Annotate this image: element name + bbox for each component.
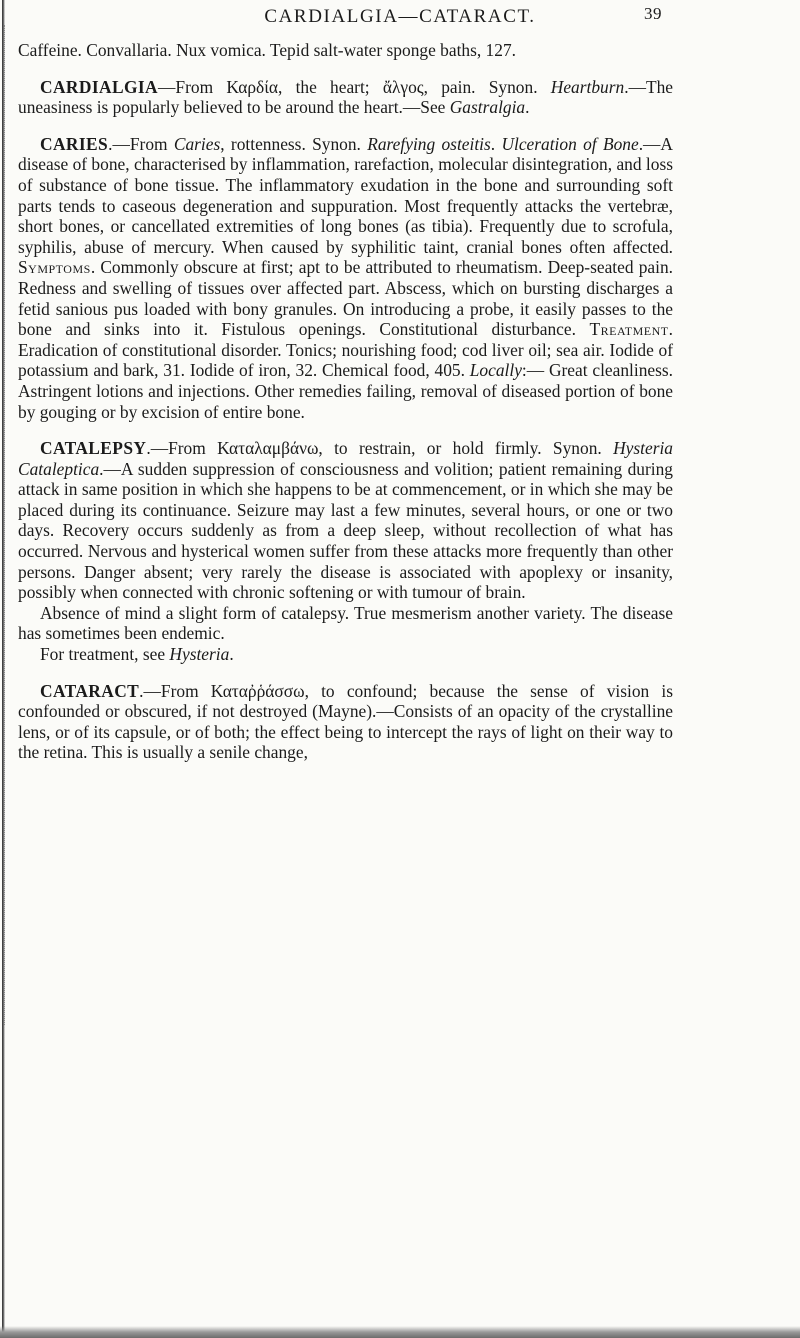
entry-text: For treatment, see bbox=[40, 644, 170, 665]
entry-text: .—The uneasiness is popularly believed to be around the heart.—See bbox=[18, 76, 673, 118]
entry-term: CARDIALGIA bbox=[40, 76, 159, 97]
locally-label: Locally bbox=[469, 360, 522, 381]
section-label-symptoms: Symptoms bbox=[18, 257, 91, 278]
entry-text: .—A disease of bone, characterised by inflammation, rarefaction, molecular disintegration, and loss of substance of bone tissue. The inflammatory exudation in the bone and surrounding soft parts tends to caseous degeneration and suppuration. Most frequently attacks the vertebræ, short bones, or cancellated extremities of long bones (as tibia). Frequently due to scrofula, syphilis, abuse of mercury. When caused by syphilitic taint, cranial bones often affected. bbox=[18, 133, 673, 257]
entry-catalepsy bbox=[18, 438, 673, 603]
entry-synonym: Heartburn bbox=[550, 76, 625, 97]
page-edge-marks bbox=[4, 25, 13, 1025]
entry-text: , rottenness. Synon. bbox=[220, 133, 368, 154]
continued-entry-text: Caffeine. Convallaria. Nux vomica. Tepid salt-water sponge baths, 127. bbox=[18, 40, 516, 60]
entry-cardialgia bbox=[18, 77, 673, 118]
entry-text: .—From Καταῤῥάσσω, to confound; because the sense of vision is confounded or obscured, if not destroyed (Mayne).—Consists of an opacity of the crystalline lens, or of its capsule, or of both; the effect being to intercept the rays of light on their way to the retina. This is usually a senile change, bbox=[18, 680, 673, 763]
entry-synonym: Hysteria Cataleptica bbox=[18, 438, 673, 479]
page-number: 39 bbox=[644, 4, 662, 23]
page-bottom-edge bbox=[0, 1326, 800, 1338]
entry-text: . bbox=[525, 97, 530, 118]
section-label-treatment: Treatment bbox=[589, 319, 669, 340]
entry-text: —From Καρδία, the heart; ἄλγος, pain. Synon. bbox=[158, 76, 551, 97]
entry-latin: Caries bbox=[173, 133, 221, 154]
running-head: CARDIALGIA—CATARACT. bbox=[264, 6, 536, 27]
entry-text: .—A sudden suppression of consciousness and volition; patient remaining during attack in same position in which she happens to be at commencement, or in which she may be placed during its continuance. Seizure may last a few minutes, several hours, or one or two days. Recovery occurs suddenly as from a deep sleep, without recollection of what has occurred. Nervous and hysterical women suffer from these attacks more frequently than other persons. Danger absent; very rarely the disease is associated with apoplexy or insanity, possibly when connected with chronic softening or with tumour of brain. bbox=[18, 458, 673, 603]
cross-reference: Hysteria bbox=[169, 644, 230, 665]
entry-text: . bbox=[229, 644, 234, 665]
catalepsy-paragraph-3 bbox=[18, 644, 673, 665]
entry-synonym: Rarefying osteitis bbox=[367, 133, 491, 154]
page-header bbox=[0, 2, 800, 30]
entry-text: . bbox=[490, 133, 502, 154]
entry-synonym: Ulceration of Bone bbox=[501, 133, 639, 154]
entry-caries bbox=[18, 134, 673, 422]
entry-text: .—From bbox=[108, 133, 174, 154]
symptoms-text: . Commonly obscure at first; apt to be attributed to rheumatism. Deep-seated pain. Redness and swelling of tissues over affected part. Abscess, which on bursting discharges a fetid sanious pus loaded with bony granules. On introducing a probe, it easily passes to the bone and sinks into it. Fistulous openings. Constitutional disturbance. bbox=[18, 257, 673, 340]
cross-reference: Gastralgia bbox=[449, 97, 526, 118]
page-body bbox=[18, 40, 673, 763]
treatment-text: :— Great cleanliness. Astringent lotions and injections. Other remedies failing, removal of diseased portion of bone by gouging or by excision of entire bone. bbox=[18, 360, 674, 422]
entry-term: CATARACT bbox=[40, 680, 140, 701]
entry-text: .—From Καταλαμβάνω, to restrain, or hold firmly. Synon. bbox=[146, 438, 614, 459]
catalepsy-paragraph-2: Absence of mind a slight form of catalepsy. True mesmerism another variety. The disease has sometimes been endemic. bbox=[18, 602, 673, 644]
entry-term: CATALEPSY bbox=[40, 438, 147, 459]
treatment-text: . Eradication of constitutional disorder. Tonics; nourishing food; cod liver oil; sea air. Iodide of potassium and bark, 31. Iodide of iron, 32. Chemical food, 405. bbox=[18, 319, 673, 381]
entry-term: CARIES bbox=[40, 133, 109, 154]
entry-cataract bbox=[18, 681, 673, 763]
